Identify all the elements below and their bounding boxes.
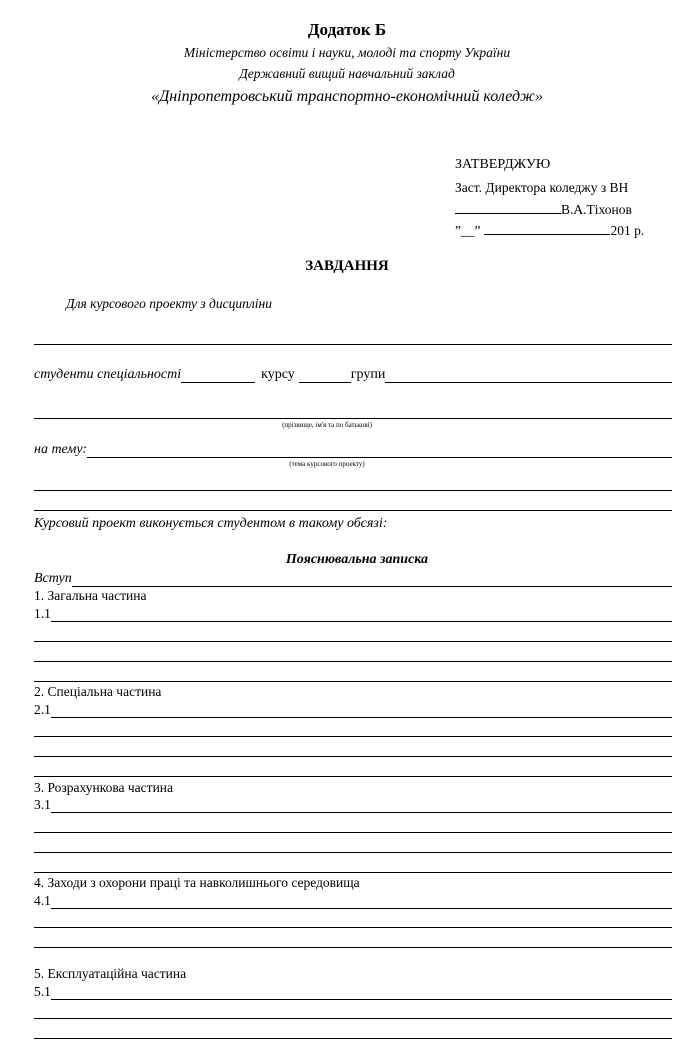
section-1-heading: 1. Загальна частина <box>34 588 147 603</box>
discipline-line <box>34 344 672 345</box>
date-month-blank <box>484 222 610 235</box>
section-2-item-number: 2.1 <box>34 702 51 717</box>
section-1-line <box>34 681 672 682</box>
section-5-item-blank <box>51 987 672 1000</box>
group-blank <box>385 370 672 383</box>
section-5-heading: 5. Експлуатаційна частина <box>34 966 187 981</box>
section-4-item-blank <box>51 896 672 909</box>
group-label: групи <box>350 367 386 382</box>
task-title: ЗАВДАННЯ <box>305 258 389 274</box>
section-5-item-number: 5.1 <box>34 984 51 999</box>
section-4-item-number: 4.1 <box>34 893 51 908</box>
approver-name: В.А.Тіхонов <box>561 202 632 217</box>
course-blank <box>299 370 351 383</box>
intro-label: Вступ <box>34 571 72 586</box>
section-3-item-blank <box>51 800 672 813</box>
section-1-item-blank <box>51 609 672 622</box>
section-1-line <box>34 661 672 662</box>
approval-date-line <box>455 222 644 239</box>
college-name-line: «Дніпропетровський транспортно-економічний коледж» <box>151 88 543 105</box>
explanatory-note-title: Пояснювальна записка <box>285 552 429 567</box>
specialty-row <box>34 367 672 383</box>
specialty-label: студенти спеціальності <box>34 367 182 382</box>
section-3-line <box>34 832 672 833</box>
section-5-line <box>34 1038 672 1039</box>
student-name-line <box>34 418 672 419</box>
section-3-line <box>34 872 672 873</box>
intro-blank <box>72 574 672 587</box>
section-2-item-blank <box>51 705 672 718</box>
institution-type-line: Державний вищий навчальний заклад <box>239 66 455 81</box>
section-4-line <box>34 947 672 948</box>
intro-row <box>34 571 672 587</box>
section-2-line <box>34 756 672 757</box>
section-1-line <box>34 641 672 642</box>
topic-hint: (тема курсового проекту) <box>289 460 365 468</box>
section-5-item-row <box>34 984 672 1000</box>
approve-label: ЗАТВЕРДЖУЮ <box>455 157 551 172</box>
date-day-blank: ”__” <box>455 223 481 238</box>
section-3-item-row <box>34 797 672 813</box>
section-5-line <box>34 1018 672 1019</box>
section-2-heading: 2. Спеціальна частина <box>34 684 162 699</box>
scope-text: Курсовий проект виконується студентом в такому обсязі: <box>34 516 388 531</box>
section-4-line <box>34 927 672 928</box>
signature-blank <box>455 201 561 214</box>
topic-row <box>34 442 672 458</box>
approver-position: Заст. Директора коледжу з ВН <box>455 180 629 195</box>
section-3-item-number: 3.1 <box>34 797 51 812</box>
ministry-line: Міністерство освіти і науки, молоді та спорту України <box>183 45 511 60</box>
signature-line <box>455 201 632 218</box>
topic-line-3 <box>34 510 672 511</box>
section-4-item-row <box>34 893 672 909</box>
section-2-line <box>34 736 672 737</box>
discipline-label: Для курсового проекту з дисципліни <box>66 296 272 311</box>
topic-blank <box>87 445 672 458</box>
section-1-item-number: 1.1 <box>34 606 51 621</box>
date-year: 201 р. <box>610 223 645 238</box>
section-3-heading: 3. Розрахункова частина <box>34 780 174 795</box>
section-1-item-row <box>34 606 672 622</box>
specialty-blank <box>181 370 255 383</box>
section-2-line <box>34 776 672 777</box>
appendix-title: Додаток Б <box>307 20 387 39</box>
section-2-item-row <box>34 702 672 718</box>
section-3-line <box>34 852 672 853</box>
topic-label: на тему: <box>34 442 88 457</box>
section-4-heading: 4. Заходи з охорони праці та навколишнього середовища <box>34 875 360 890</box>
student-name-hint: (прізвище, ім'я та по батькові) <box>282 421 372 429</box>
topic-line-2 <box>34 490 672 491</box>
course-label: курсу <box>261 367 295 382</box>
